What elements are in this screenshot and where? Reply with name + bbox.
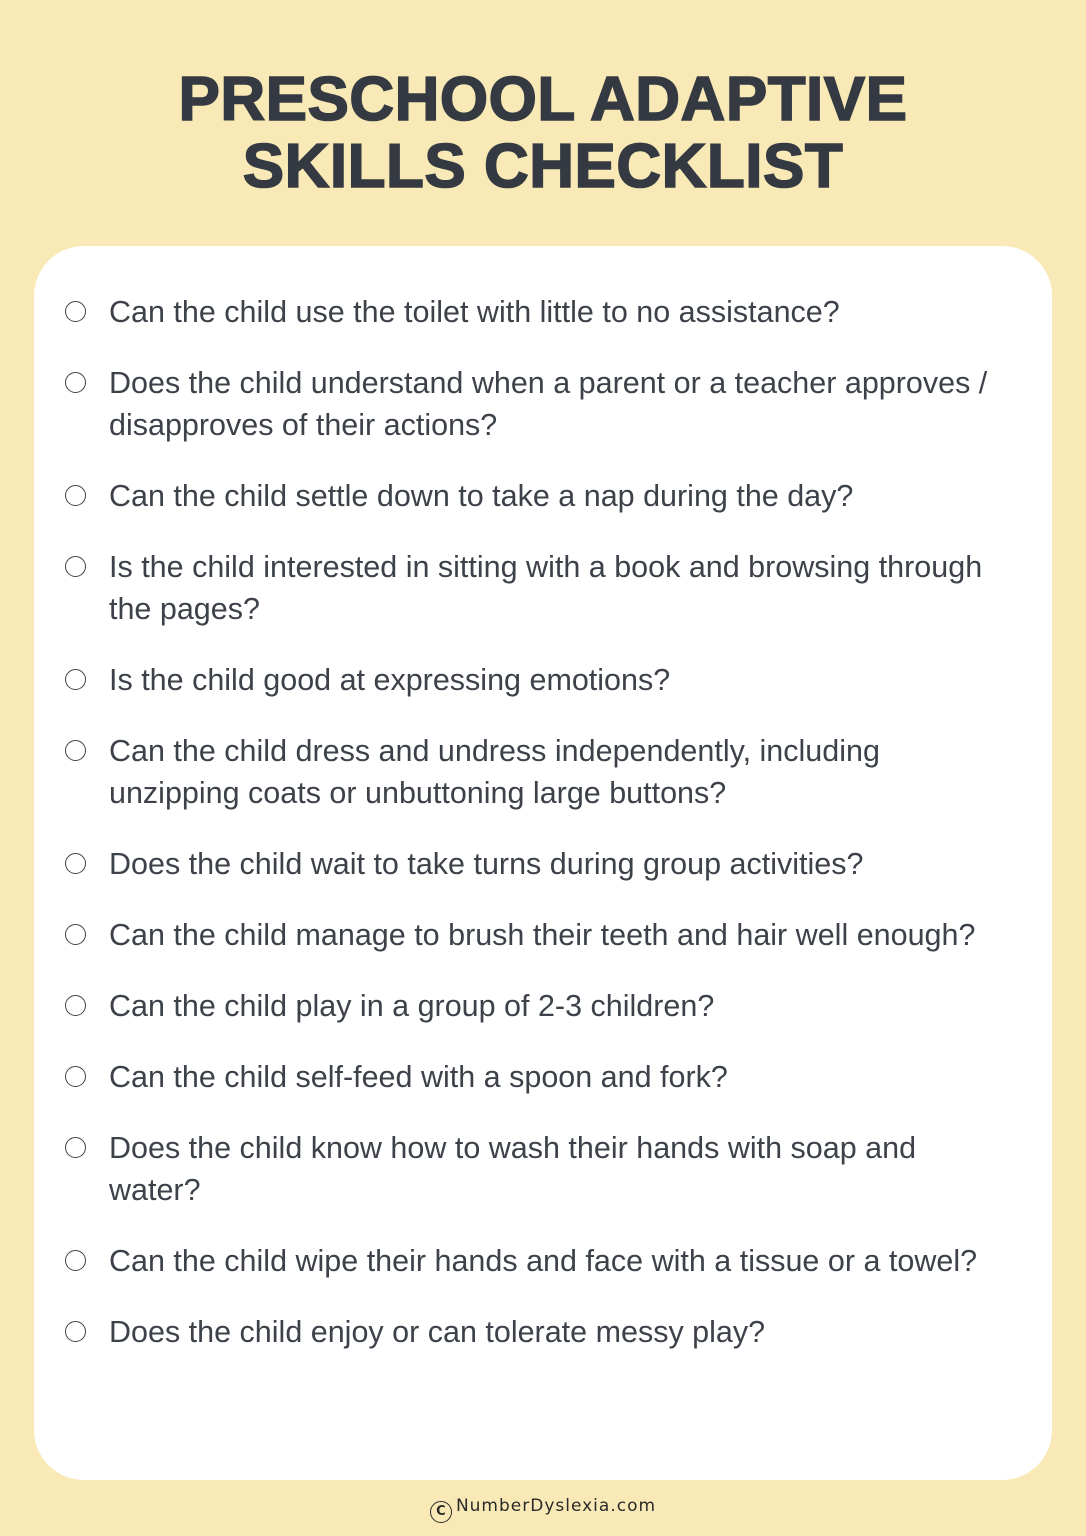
checklist-card [34,246,1052,1480]
empty-circle-checkbox-icon[interactable] [65,924,86,945]
checklist-item [34,1311,1052,1353]
checklist-item [34,362,1052,446]
empty-circle-checkbox-icon[interactable] [65,995,86,1016]
title-line-2: SKILLS CHECKLIST [242,132,844,201]
title-line-1: PRESCHOOL ADAPTIVE [178,65,908,134]
checklist-item-text: Can the child use the toilet with little to no assistance? [109,295,840,329]
checklist-item-text: Can the child wipe their hands and face with a tissue or a towel? [109,1244,978,1278]
checklist-item-text: Can the child self-feed with a spoon and fork? [109,1060,728,1094]
checklist-item [34,475,1052,517]
checklist-item-text: Can the child settle down to take a nap during the day? [109,479,854,513]
checklist-item [34,1240,1052,1282]
checklist-item [34,914,1052,956]
checklist-item [34,985,1052,1027]
checklist-item [34,546,1052,630]
checklist-item-text: Can the child play in a group of 2-3 children? [109,989,715,1023]
checklist-item [34,843,1052,885]
checklist-item [34,1127,1052,1211]
checklist-item-text: Can the child manage to brush their teeth and hair well enough? [109,918,976,952]
checklist-item-text: Is the child good at expressing emotions? [109,663,671,697]
empty-circle-checkbox-icon[interactable] [65,1137,86,1158]
empty-circle-checkbox-icon[interactable] [65,740,86,761]
page-title [0,66,1086,200]
checklist [34,291,1052,1382]
checklist-item-text: Does the child enjoy or can tolerate messy play? [109,1315,766,1349]
empty-circle-checkbox-icon[interactable] [65,372,86,393]
footer-site-name: NumberDyslexia.com [455,1496,657,1516]
empty-circle-checkbox-icon[interactable] [65,485,86,506]
checklist-item [34,1056,1052,1098]
checklist-item-text: Is the child interested in sitting with a book and browsing through the pages? [109,550,983,626]
checklist-item [34,730,1052,814]
checklist-item-text: Can the child dress and undress independently, including unzipping coats or unbuttoning large buttons? [109,734,880,810]
copyright-icon: C [430,1501,452,1523]
empty-circle-checkbox-icon[interactable] [65,669,86,690]
checklist-item-text: Does the child understand when a parent or a teacher approves / disapproves of their actions? [109,366,988,442]
footer-credit [0,1492,1086,1523]
checklist-item [34,291,1052,333]
empty-circle-checkbox-icon[interactable] [65,556,86,577]
empty-circle-checkbox-icon[interactable] [65,1250,86,1271]
empty-circle-checkbox-icon[interactable] [65,1066,86,1087]
empty-circle-checkbox-icon[interactable] [65,853,86,874]
checklist-item-text: Does the child wait to take turns during group activities? [109,847,864,881]
checklist-item-text: Does the child know how to wash their hands with soap and water? [109,1131,917,1207]
empty-circle-checkbox-icon[interactable] [65,301,86,322]
checklist-item [34,659,1052,701]
empty-circle-checkbox-icon[interactable] [65,1321,86,1342]
